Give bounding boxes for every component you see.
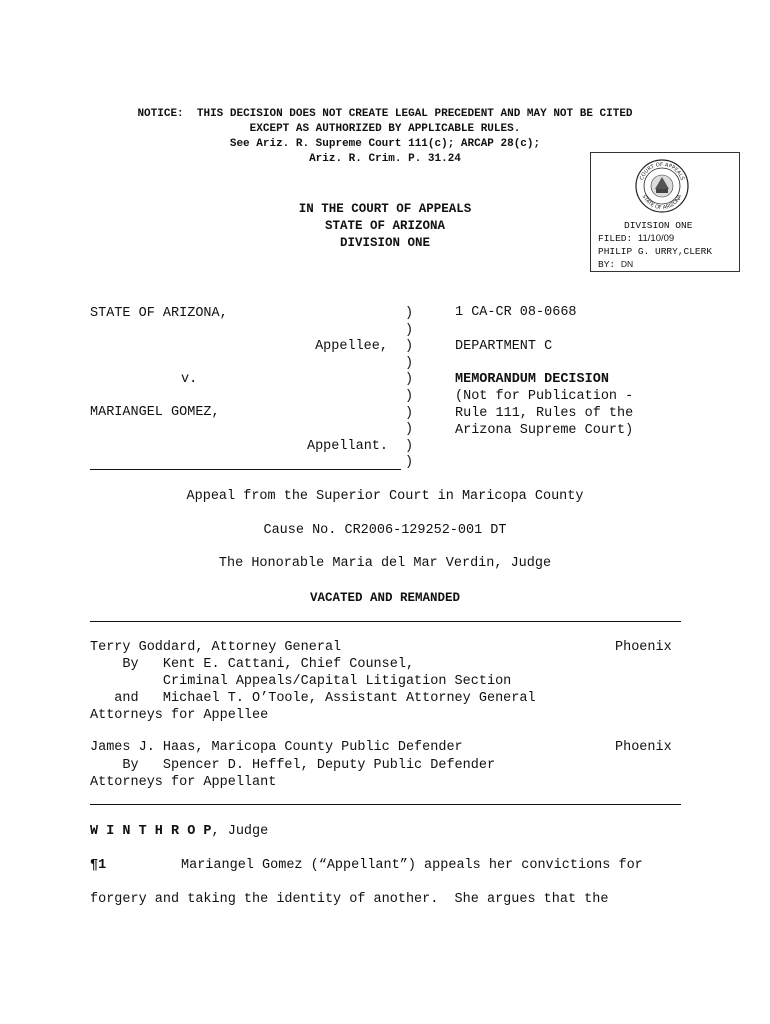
role-appellee: Appellee, xyxy=(315,339,388,354)
appellee-counsel-line-2: By Kent E. Cattani, Chief Counsel, xyxy=(90,657,415,672)
appellee-attorneys-label: Attorneys for Appellee xyxy=(90,708,269,723)
seal-text-bottom: STATE OF ARIZONA xyxy=(640,193,684,212)
filing-stamp xyxy=(590,152,740,272)
notice-line-3: See Ariz. R. Supreme Court 111(c); ARCAP 28(c); xyxy=(229,138,541,150)
divider-top xyxy=(90,621,681,622)
notice-line-2: EXCEPT AS AUTHORIZED BY APPLICABLE RULES. xyxy=(249,123,521,135)
trial-judge: The Honorable Maria del Mar Verdin, Judge xyxy=(218,556,552,571)
versus: v. xyxy=(181,372,198,387)
notice-line-1: NOTICE: THIS DECISION DOES NOT CREATE LEGAL PRECEDENT AND MAY NOT BE CITED xyxy=(137,108,633,120)
caption-brackets: ) ) ) ) ) ) ) ) ) ) xyxy=(405,306,414,471)
paragraph-marker: ¶1 xyxy=(90,858,107,873)
paragraph-1-line-2: forgery and taking the identity of another. She argues that the xyxy=(90,892,609,907)
appellee-counsel-line-3: Criminal Appeals/Capital Litigation Section xyxy=(90,674,512,689)
case-number: 1 CA-CR 08-0668 xyxy=(455,305,577,320)
cause-number: Cause No. CR2006-129252-001 DT xyxy=(263,523,507,538)
stamp-filed xyxy=(598,232,674,245)
party-appellee: STATE OF ARIZONA, xyxy=(90,306,228,321)
court-division: DIVISION ONE xyxy=(339,236,430,250)
stamp-clerk: PHILIP G. URRY,CLERK xyxy=(598,246,713,257)
court-state: STATE OF ARIZONA xyxy=(324,219,446,233)
by-value: DN xyxy=(620,259,634,269)
appeal-from: Appeal from the Superior Court in Maricopa County xyxy=(186,489,584,504)
by-label: BY: xyxy=(598,259,616,270)
stamp-by xyxy=(598,258,633,271)
disposition: VACATED AND REMANDED xyxy=(309,591,461,605)
appellee-counsel-line-4: and Michael T. O’Toole, Assistant Attorney General xyxy=(90,691,536,706)
department: DEPARTMENT C xyxy=(455,339,553,354)
publication-line-1: (Not for Publication - xyxy=(455,389,634,404)
divider-bottom xyxy=(90,804,681,805)
role-appellant: Appellant. xyxy=(306,439,388,454)
court-seal-icon xyxy=(635,159,689,213)
seal-text-top: COURT OF APPEALS xyxy=(638,161,686,182)
party-appellant: MARIANGEL GOMEZ, xyxy=(90,405,220,420)
court-name: IN THE COURT OF APPEALS xyxy=(298,202,472,216)
publication-line-2: Rule 111, Rules of the xyxy=(455,406,634,421)
publication-line-3: Arizona Supreme Court) xyxy=(455,423,634,438)
appellant-counsel-line-1: James J. Haas, Maricopa County Public Defender xyxy=(90,740,463,755)
appellee-counsel-city: Phoenix xyxy=(615,640,672,655)
filed-date: 11/10/09 xyxy=(637,233,675,244)
stamp-division: DIVISION ONE xyxy=(624,220,693,231)
appellant-counsel-line-2: By Spencer D. Heffel, Deputy Public Defender xyxy=(90,758,496,773)
notice-line-4: Ariz. R. Crim. P. 31.24 xyxy=(309,153,461,165)
author-suffix: , Judge xyxy=(211,824,269,839)
author-line xyxy=(90,824,268,841)
author-name: W I N T H R O P xyxy=(90,824,212,839)
caption-underline xyxy=(90,469,401,470)
appellant-attorneys-label: Attorneys for Appellant xyxy=(90,775,277,790)
decision-type: MEMORANDUM DECISION xyxy=(455,372,609,387)
filed-label: FILED: xyxy=(598,233,633,244)
appellee-counsel-line-1: Terry Goddard, Attorney General xyxy=(90,640,342,655)
paragraph-1-line-1: Mariangel Gomez (“Appellant”) appeals her convictions for xyxy=(181,858,643,873)
appellant-counsel-city: Phoenix xyxy=(615,740,672,755)
